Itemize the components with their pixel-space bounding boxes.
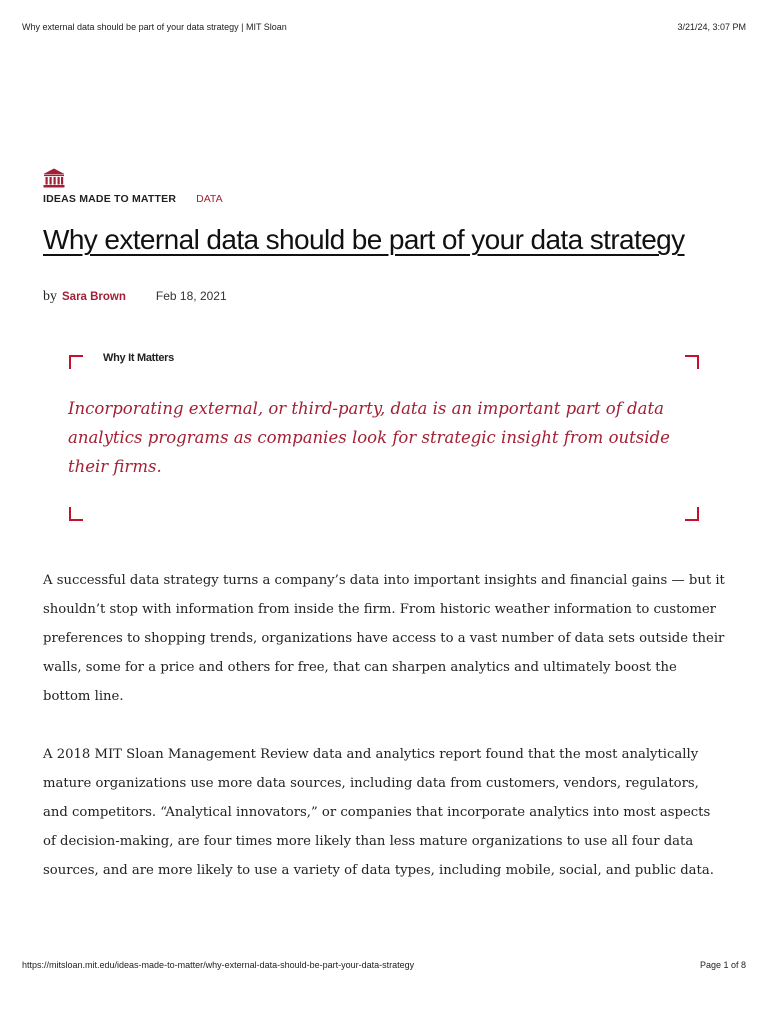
print-header xyxy=(22,22,746,32)
print-url: https://mitsloan.mit.edu/ideas-made-to-matter/why-external-data-should-be-part-your-data-strategy xyxy=(22,960,415,970)
topic-tag-link[interactable]: DATA xyxy=(196,193,223,205)
corner-mark-bottom-right xyxy=(685,507,699,521)
body-paragraph-1: A successful data strategy turns a company’s data into important insights and financial gains — but it shouldn’t stop with information from inside the firm. From historic weather information to customer preferences to shopping trends, organizations have access to a vast number of data sets outside their walls, some for a price and others for free, that can sharpen analytics and ultimately boost the bottom line. xyxy=(43,573,725,704)
author-link[interactable]: Sara Brown xyxy=(62,291,126,303)
corner-mark-top-right xyxy=(685,355,699,369)
kicker xyxy=(43,193,223,205)
print-page-title: Why external data should be part of your data strategy | MIT Sloan xyxy=(22,22,287,32)
publish-date: Feb 18, 2021 xyxy=(155,289,227,303)
corner-mark-top-left xyxy=(69,355,83,369)
print-timestamp: 3/21/24, 3:07 PM xyxy=(677,22,746,32)
callout-label: Why It Matters xyxy=(103,352,174,364)
why-it-matters-callout xyxy=(66,352,702,524)
body-paragraph-2: A 2018 MIT Sloan Management Review data and analytics report found that the most analytically mature organizations use more data sources, including data from customers, vendors, regulators, and competitors. “Analytical innovators,” or companies that incorporate analytics into most aspects of decision-making, are four times more likely than less mature organizations to use all four data sources, and are more likely to use a variety of data types, including mobile, social, and public data. xyxy=(43,747,714,878)
mit-sloan-building-icon[interactable] xyxy=(43,168,65,188)
callout-text: Incorporating external, or third-party, data is an important part of data analytics programs as companies look for strategic insight from outside their firms. xyxy=(68,399,670,476)
article-title[interactable]: Why external data should be part of your data strategy xyxy=(43,224,685,255)
logo-graphic xyxy=(43,168,65,188)
corner-mark-bottom-left xyxy=(69,507,83,521)
print-page-number: Page 1 of 8 xyxy=(699,960,746,970)
byline xyxy=(43,289,227,305)
print-footer xyxy=(22,960,746,970)
by-prefix: by xyxy=(43,289,57,304)
section-label[interactable]: IDEAS MADE TO MATTER xyxy=(43,193,177,205)
